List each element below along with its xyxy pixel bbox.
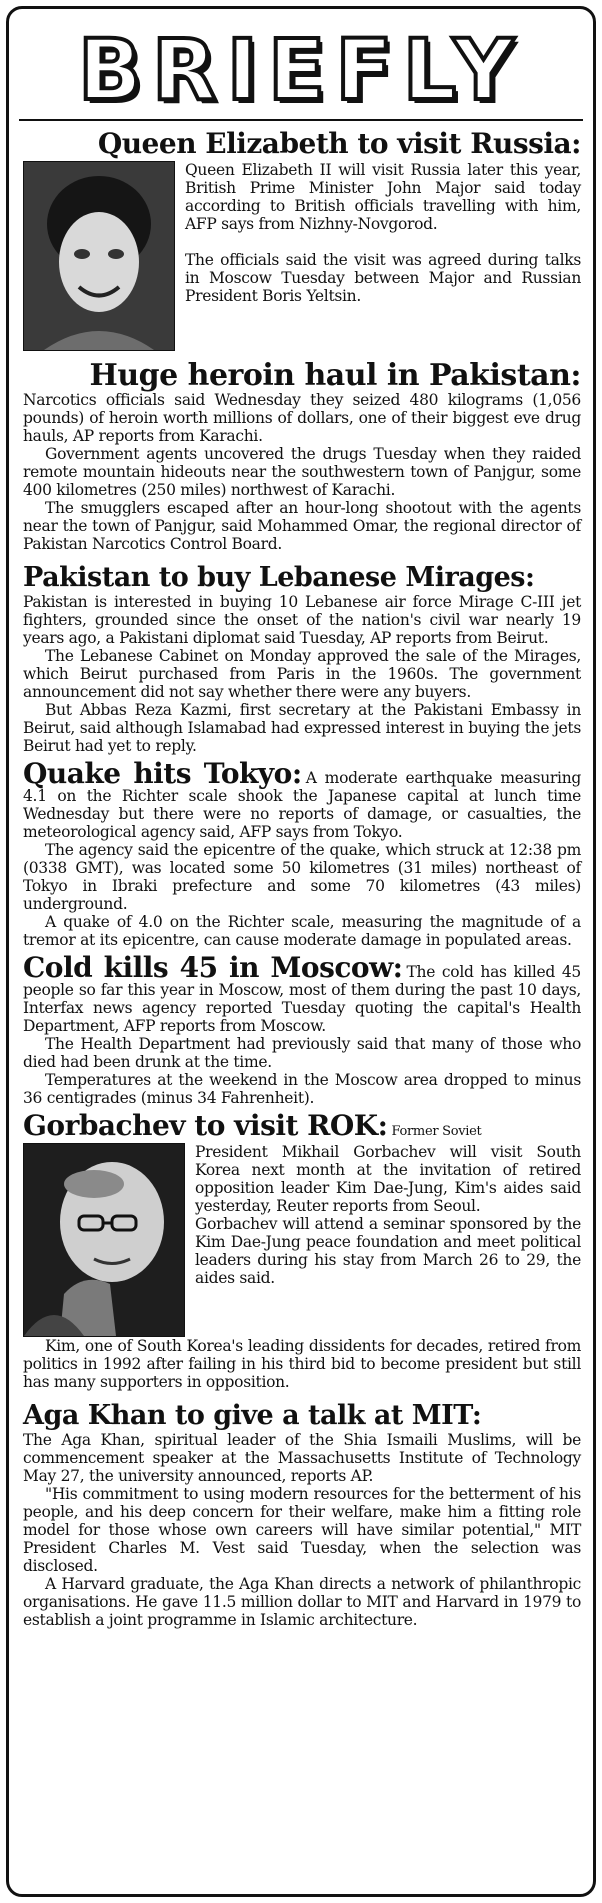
story-headline: Pakistan to buy Lebanese Mirages: <box>23 562 535 593</box>
story-lebanese-mirages <box>9 563 593 755</box>
story-gorbachev <box>9 1109 593 1391</box>
story-lead-block <box>23 757 581 841</box>
queen-elizabeth-photo <box>23 161 175 351</box>
masthead-title: BRIEFLY <box>78 21 524 119</box>
gorbachev-photo <box>23 1143 185 1337</box>
masthead <box>19 21 583 121</box>
story-paragraph: Queen Elizabeth II will visit Russia later this year, British Prime Minister John Major said today according to British officials travelling with him, AFP says from Nizhny-Novgorod. <box>185 161 581 233</box>
newspaper-column <box>6 6 596 1897</box>
story-headline: Quake hits Tokyo: <box>23 757 302 790</box>
story-paragraph: President Mikhail Gorbachev will visit South Korea next month at the invitation of retired opposition leader Kim Dae-Jung, Kim's aides said yesterday, Reuter reports from Seoul. <box>195 1143 581 1215</box>
story-quake-tokyo <box>9 757 593 949</box>
story-headline: Cold kills 45 in Moscow: <box>23 951 403 984</box>
story-aga-khan <box>9 1401 593 1629</box>
story-headline: Aga Khan to give a talk at MIT: <box>23 1400 482 1431</box>
story-paragraph: Government agents uncovered the drugs Tuesday when they raided remote mountain hideouts near the southwestern town of Panjgur, some 400 kilometres (250 miles) northwest of Karachi. <box>23 445 581 499</box>
story-paragraph: The officials said the visit was agreed during talks in Moscow Tuesday between Major and Russian President Boris Yeltsin. <box>185 251 581 305</box>
story-paragraph: The smugglers escaped after an hour-long shootout with the agents near the town of Panjgur, said Mohammed Omar, the regional director of Pakistan Narcotics Control Board. <box>23 499 581 553</box>
story-queen-elizabeth <box>9 129 593 351</box>
story-headline: Queen Elizabeth to visit Russia: <box>97 127 581 160</box>
story-cold-moscow <box>9 951 593 1107</box>
story-paragraph: A quake of 4.0 on the Richter scale, measuring the magnitude of a tremor at its epicentre, can cause moderate damage in populated areas. <box>23 913 581 949</box>
story-lead: The cold has killed 45 people so far this year in Moscow, most of them during the past 10 days, Interfax news agency reported Tuesday quoting the capital's Health Department, AFP reports from Moscow. <box>23 963 581 1035</box>
story-headline: Huge heroin haul in Pakistan: <box>89 358 581 393</box>
story-lead: A moderate earthquake measuring 4.1 on the Richter scale shook the Japanese capital at lunch time Wednesday but there were no reports of damage, or casualties, the meteorological agency said, AFP says from Tokyo. <box>23 769 581 841</box>
story-paragraph: Pakistan is interested in buying 10 Lebanese air force Mirage C-III jet fighters, grounded since the onset of the nation's civil war nearly 19 years ago, a Pakistani diplomat said Tuesday, AP reports from Beirut. <box>23 593 581 647</box>
story-lead-block <box>23 951 581 1035</box>
story-paragraph: Narcotics officials said Wednesday they seized 480 kilograms (1,056 pounds) of heroin worth millions of dollars, one of their biggest eve drug hauls, AP reports from Karachi. <box>23 391 581 445</box>
story-paragraph: Kim, one of South Korea's leading dissidents for decades, retired from politics in 1992 after failing in his third bid to become president but still has many supporters in opposition. <box>23 1337 581 1391</box>
story-heroin-haul <box>9 358 593 553</box>
story-paragraph: The Health Department had previously said that many of those who died had been drunk at the time. <box>23 1035 581 1071</box>
story-paragraph: Temperatures at the weekend in the Moscow area dropped to minus 36 centigrades (minus 34 Fahrenheit). <box>23 1071 581 1107</box>
story-paragraph: The Aga Khan, spiritual leader of the Shia Ismaili Muslims, will be commencement speaker at the Massachusetts Institute of Technology May 27, the university announced, reports AP. <box>23 1431 581 1485</box>
story-paragraph: But Abbas Reza Kazmi, first secretary at the Pakistani Embassy in Beirut, said although Islamabad had expressed interest in buying the jets Beirut had yet to reply. <box>23 701 581 755</box>
story-headline: Gorbachev to visit ROK: <box>23 1109 388 1142</box>
story-lead: Former Soviet <box>391 1124 482 1139</box>
story-paragraph: The agency said the epicentre of the quake, which struck at 12:38 pm (0338 GMT), was located some 50 kilometres (31 miles) northeast of Tokyo in Ibraki prefecture and some 70 kilometres (43 miles) underground. <box>23 841 581 913</box>
story-paragraph: Gorbachev will attend a seminar sponsored by the Kim Dae-Jung peace foundation and meet political leaders during his stay from March 26 to 29, the aides said. <box>195 1215 581 1287</box>
story-paragraph: A Harvard graduate, the Aga Khan directs a network of philanthropic organisations. He gave 11.5 million dollar to MIT and Harvard in 1979 to establish a joint programme in Islamic architecture. <box>23 1575 581 1629</box>
story-paragraph: "His commitment to using modern resources for the betterment of his people, and his deep concern for their welfare, make him a fitting role model for those whose own careers will have similar potential," MIT President Charles M. Vest said Tuesday, when the selection was disclosed. <box>23 1485 581 1575</box>
story-lead-block <box>23 1109 581 1142</box>
story-paragraph: The Lebanese Cabinet on Monday approved the sale of the Mirages, which Beirut purchased from Paris in the 1960s. The government announcement did not say whether there were any buyers. <box>23 647 581 701</box>
